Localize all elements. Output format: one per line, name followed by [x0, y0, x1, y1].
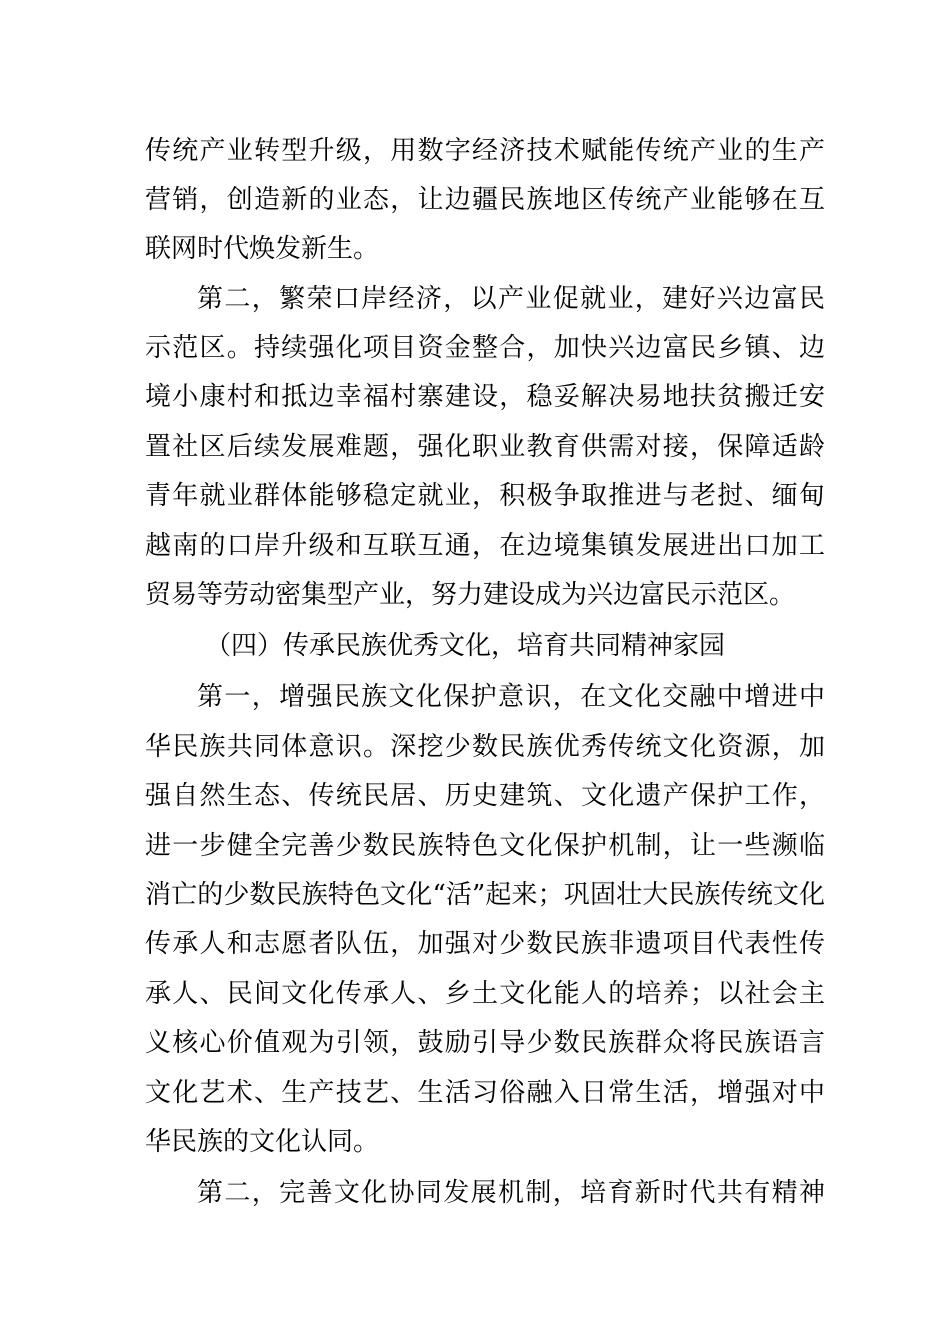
text-line: 消亡的少数民族特色文化“活”起来；巩固壮大民族传统文化: [145, 880, 825, 910]
text-line: 示范区。持续强化项目资金整合，加快兴边富民乡镇、边: [145, 333, 825, 363]
text-line: 置社区后续发展难题，强化职业教育供需对接，保障适龄: [145, 432, 825, 462]
text-line: 强自然生态、传统民居、历史建筑、文化遗产保护工作，: [145, 781, 825, 811]
text-line: 境小康村和抵边幸福村寨建设，稳妥解决易地扶贫搬迁安: [145, 382, 825, 412]
text-line: 联网时代焕发新生。: [145, 234, 380, 264]
text-line: 越南的口岸升级和互联互通，在边境集镇发展进出口加工: [145, 531, 825, 561]
text-line: 营销，创造新的业态，让边疆民族地区传统产业能够在互: [145, 185, 825, 215]
paragraph-first-line: 第二，繁荣口岸经济，以产业促就业，建好兴边富民: [197, 284, 825, 314]
text-line: 传承人和志愿者队伍，加强对少数民族非遗项目代表性传: [145, 929, 825, 959]
text-line: 贸易等劳动密集型产业，努力建设成为兴边富民示范区。: [145, 580, 796, 610]
paragraph-first-line: 第二，完善文化协同发展机制，培育新时代共有精神: [197, 1178, 825, 1208]
text-line: 文化艺术、生产技艺、生活习俗融入日常生活，增强对中: [145, 1078, 825, 1108]
text-line: 承人、民间文化传承人、乡土文化能人的培养；以社会主: [145, 979, 825, 1009]
text-line: 进一步健全完善少数民族特色文化保护机制，让一些濒临: [145, 831, 825, 861]
text-line: 义核心价值观为引领，鼓励引导少数民族群众将民族语言: [145, 1028, 825, 1058]
paragraph-first-line: 第一，增强民族文化保护意识，在文化交融中增进中: [197, 682, 825, 712]
text-line: 华民族共同体意识。深挖少数民族优秀传统文化资源，加: [145, 732, 825, 762]
section-heading: （四）传承民族优秀文化，培育共同精神家园: [205, 631, 726, 661]
text-line: 青年就业群体能够稳定就业，积极争取推进与老挝、缅甸: [145, 481, 825, 511]
text-line: 华民族的文化认同。: [145, 1127, 380, 1157]
text-line: 传统产业转型升级，用数字经济技术赋能传统产业的生产: [145, 136, 825, 166]
